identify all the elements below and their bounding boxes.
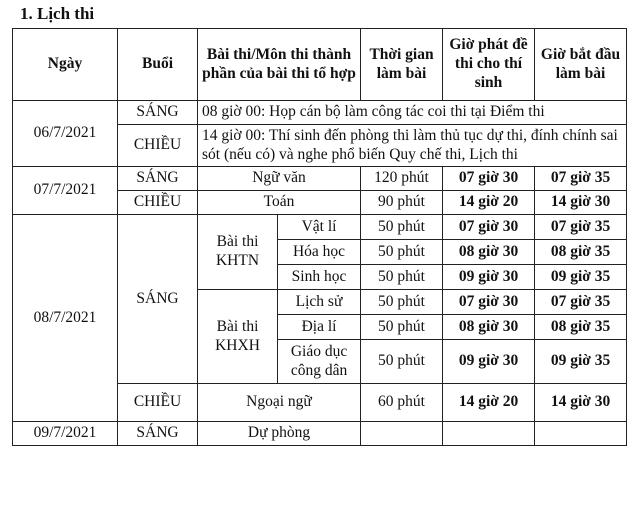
header-row bbox=[13, 29, 627, 101]
session-cell: CHIỀU bbox=[118, 125, 198, 167]
duration-cell: 50 phút bbox=[361, 265, 443, 290]
start-time-cell: 07 giờ 35 bbox=[535, 290, 627, 315]
start-time-cell: 08 giờ 35 bbox=[535, 240, 627, 265]
session-cell: SÁNG bbox=[118, 101, 198, 125]
table-row bbox=[13, 215, 627, 240]
empty-cell bbox=[443, 422, 535, 446]
start-time-cell: 07 giờ 35 bbox=[535, 215, 627, 240]
group-khxh-label: Bài thi KHXH bbox=[198, 290, 278, 384]
date-cell: 09/7/2021 bbox=[13, 422, 118, 446]
group-khtn-label: Bài thi KHTN bbox=[198, 215, 278, 290]
header-gio-phat-de: Giờ phát đề thi cho thí sinh bbox=[443, 29, 535, 101]
empty-cell bbox=[361, 422, 443, 446]
duration-cell: 50 phút bbox=[361, 240, 443, 265]
duration-cell: 120 phút bbox=[361, 167, 443, 191]
duration-cell: 90 phút bbox=[361, 191, 443, 215]
subject-cell: Hóa học bbox=[278, 240, 361, 265]
paper-time-cell: 14 giờ 20 bbox=[443, 384, 535, 422]
subject-cell: Dự phòng bbox=[198, 422, 361, 446]
start-time-cell: 09 giờ 35 bbox=[535, 340, 627, 384]
exam-schedule-table bbox=[12, 28, 627, 446]
header-buoi: Buổi bbox=[118, 29, 198, 101]
subject-cell: Ngữ văn bbox=[198, 167, 361, 191]
subject-cell: Sinh học bbox=[278, 265, 361, 290]
paper-time-cell: 07 giờ 30 bbox=[443, 290, 535, 315]
note-cell: 08 giờ 00: Họp cán bộ làm công tác coi thi tại Điểm thi bbox=[198, 101, 627, 125]
paper-time-cell: 14 giờ 20 bbox=[443, 191, 535, 215]
date-cell: 07/7/2021 bbox=[13, 167, 118, 215]
paper-time-cell: 09 giờ 30 bbox=[443, 265, 535, 290]
start-time-cell: 08 giờ 35 bbox=[535, 315, 627, 340]
duration-cell: 50 phút bbox=[361, 215, 443, 240]
date-cell: 08/7/2021 bbox=[13, 215, 118, 422]
date-cell: 06/7/2021 bbox=[13, 101, 118, 167]
header-ngay: Ngày bbox=[13, 29, 118, 101]
subject-cell: Lịch sử bbox=[278, 290, 361, 315]
duration-cell: 50 phút bbox=[361, 315, 443, 340]
header-gio-bat-dau: Giờ bắt đầu làm bài bbox=[535, 29, 627, 101]
start-time-cell: 14 giờ 30 bbox=[535, 384, 627, 422]
start-time-cell: 07 giờ 35 bbox=[535, 167, 627, 191]
subject-cell: Địa lí bbox=[278, 315, 361, 340]
paper-time-cell: 09 giờ 30 bbox=[443, 340, 535, 384]
subject-cell: Toán bbox=[198, 191, 361, 215]
session-cell: CHIỀU bbox=[118, 384, 198, 422]
session-cell: SÁNG bbox=[118, 422, 198, 446]
duration-cell: 50 phút bbox=[361, 290, 443, 315]
session-cell: CHIỀU bbox=[118, 191, 198, 215]
duration-cell: 50 phút bbox=[361, 340, 443, 384]
note-cell: 14 giờ 00: Thí sinh đến phòng thi làm thủ tục dự thi, đính chính sai sót (nếu có) và nghe phổ biến Quy chế thi, Lịch thi bbox=[198, 125, 627, 167]
header-thoi-gian: Thời gian làm bài bbox=[361, 29, 443, 101]
session-cell: SÁNG bbox=[118, 215, 198, 384]
subject-cell: Ngoại ngữ bbox=[198, 384, 361, 422]
session-cell: SÁNG bbox=[118, 167, 198, 191]
table-row bbox=[13, 422, 627, 446]
duration-cell: 60 phút bbox=[361, 384, 443, 422]
table-row bbox=[13, 167, 627, 191]
subject-cell: Vật lí bbox=[278, 215, 361, 240]
table-row bbox=[13, 101, 627, 125]
start-time-cell: 09 giờ 35 bbox=[535, 265, 627, 290]
paper-time-cell: 08 giờ 30 bbox=[443, 240, 535, 265]
header-bai-thi: Bài thi/Môn thi thành phần của bài thi tổ hợp bbox=[198, 29, 361, 101]
paper-time-cell: 08 giờ 30 bbox=[443, 315, 535, 340]
section-title: 1. Lịch thi bbox=[20, 4, 95, 23]
paper-time-cell: 07 giờ 30 bbox=[443, 167, 535, 191]
start-time-cell: 14 giờ 30 bbox=[535, 191, 627, 215]
empty-cell bbox=[535, 422, 627, 446]
subject-cell: Giáo dục công dân bbox=[278, 340, 361, 384]
paper-time-cell: 07 giờ 30 bbox=[443, 215, 535, 240]
